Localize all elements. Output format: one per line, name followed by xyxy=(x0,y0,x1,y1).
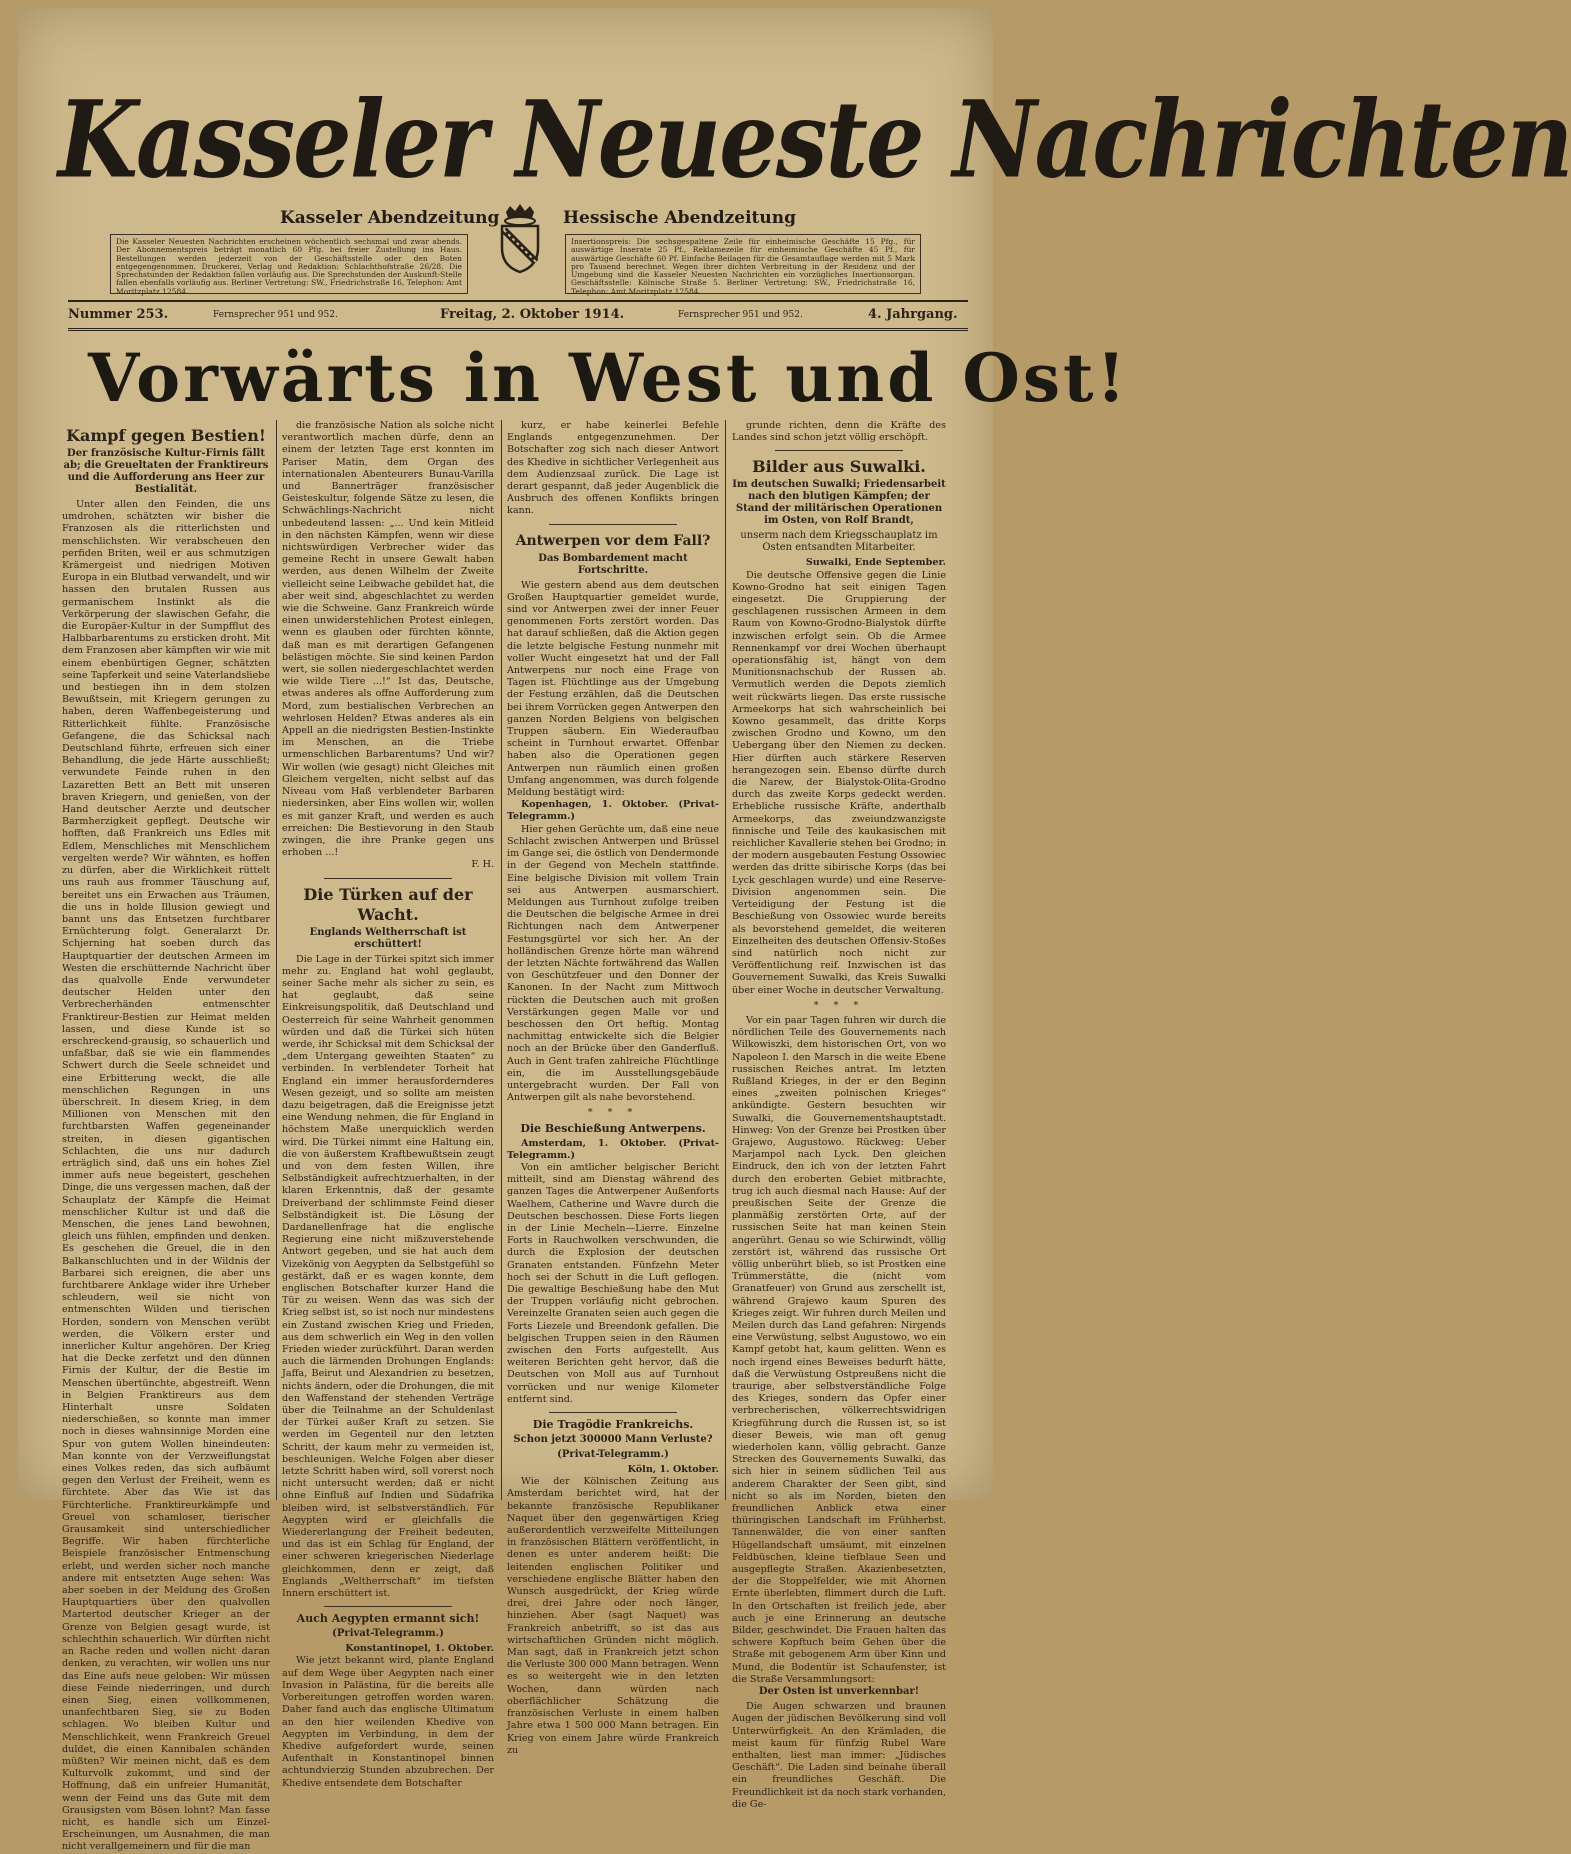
separator-stars: * * * xyxy=(587,1107,639,1119)
dateline-bar xyxy=(68,300,968,331)
article-subtitle: Schon jetzt 300000 Mann Verluste? xyxy=(513,1434,713,1446)
section-rule xyxy=(324,1606,451,1607)
dateline-location: Suwalki, Ende September. xyxy=(805,557,946,569)
article-body: Wie jetzt bekannt wird, plante England auf dem Wege über Aegypten nach einer Invasion in Palästina, für die bereits alle Vorbereitungen getroffen worden waren. Daher fand auch das englische Ultimatum an den hier weilenden Khedive von Aegypten im Verbindung, in dem der Khedive aufgefordert wurde, seinen Aufenthalt in Konstantinopel binnen achtundvierzig Stunden abzubrechen. Der Khedive entsendete dem Botschafter xyxy=(282,1655,494,1789)
dateline-location: Amsterdam, 1. Oktober. (Privat-Telegramm.) xyxy=(507,1137,719,1161)
masthead-subtitle-left: Kasseler Abendzeitung xyxy=(280,208,500,228)
column-3 xyxy=(507,420,719,1756)
issue-number: Nummer 253. xyxy=(68,307,169,322)
article-title: Antwerpen vor dem Fall? xyxy=(515,532,711,549)
dateline-location: Konstantinopel, 1. Oktober. xyxy=(345,1643,494,1655)
separator-stars: * * * xyxy=(813,999,865,1011)
article-subtitle: Das Bombardement macht Fortschritte. xyxy=(538,552,688,576)
article-body: die französische Nation als solche nicht verantwortlich machen dürfe, denn an einem der letzten Tage erst konnten im Pariser Matin, dem Organ des internationalen Abenteurers Bunau-Varilla und Bannerträger französischer Geisteskultur, folgende Sätze zu lesen, die Schwächlings-Nachricht nicht unbedeutend lassen: „... Und kein Mitleid in den nächsten Kämpfen, wenn wir diese nichtswürdigen Verbrecher wider das gemeine Recht in unsere Gewalt haben werden, aus denen Wilhelm der Zweite vielleicht seine Leibwache gebildet hat, die aber weit sind, abgeschlachtet zu werden wie die Schweine. Ganz Frankreich würde einen unwiderstehlichen Protest einlegen, wenn es glauben oder fürchten könnte, daß man es mit derartigen Gefangenen belästigen möchte. Sie sind keinen Pardon wert, sie sollen niedergeschlachtet werden wie wilde Tiere ...!“ Ist das, Deutsche, etwas anderes als offne Aufforderung zum Mord, zum bestialischen Verbrechen an wehrlosen Helden? Etwas anderes als ein Appell an die niedrigsten Bestien-Instinkte im Menschen, an die Triebe urmenschlichen Barbarentums? Und wir? Wir wollen (wie gesagt) nicht Gleiches mit Gleichem vergelten, nicht selbst auf das Niveau vom Haß verblendeter Barbaren niedersinken, aber Eins wollen wir, wollen es mit ganzer Kraft, und werden es auch erreichen: Die Bestievorung in den Staub zwingen, die ihre Pranke gegen uns erhoben ...! xyxy=(282,420,494,859)
article-title: Der Osten ist unverkennbar! xyxy=(758,1686,920,1698)
article-body: kurz, er habe keinerlei Befehle Englands entgegenzunehmen. Der Botschafter zog sich nach dieser Antwort des Khedive in sichtlicher Verlegenheit aus dem Audienzsaal zurück. Die Lage ist derart gespannt, daß jeder Augenblick die Ausbruch des offenen Konflikts bringen kann. xyxy=(507,420,719,517)
column-2 xyxy=(282,420,494,1789)
masthead-title: Kasseler Neueste Nachrichten xyxy=(58,77,1571,203)
column-divider xyxy=(501,420,502,1500)
article-title: Bilder aus Suwalki. xyxy=(752,457,926,477)
article-title: Die Türken auf der Wacht. xyxy=(303,884,473,924)
article-body: Die Augen schwarzen und braunen Augen der jüdischen Bevölkerung sind voll Unterwürfigkeit. An den Krämladen, die meist kaum für fünfzig Rubel Ware enthalten, liest man immer: „Jüdisches Geschäft“. Die Laden sind beinahe überall ein freundliches Geschäft. Die Freundlichkeit ist da noch stark vorhanden, die Ge- xyxy=(732,1701,946,1810)
article-title: Die Tragödie Frankreichs. xyxy=(532,1418,694,1432)
article-signature: F. H. xyxy=(471,859,494,871)
main-headline: Vorwärts in West und Ost! xyxy=(88,339,1129,417)
section-rule xyxy=(549,524,676,525)
article-title: Auch Aegypten ermannt sich! xyxy=(296,1612,480,1626)
volume-year: 4. Jahrgang. xyxy=(868,307,958,322)
phone-right: Fernsprecher 951 und 952. xyxy=(678,310,803,320)
article-title: Die Beschießung Antwerpens. xyxy=(520,1121,706,1135)
article-body: grunde richten, denn die Kräfte des Landes sind schon jetzt völlig erschöpft. xyxy=(732,420,946,444)
article-subtitle: (Privat-Telegramm.) xyxy=(332,1628,444,1640)
column-4 xyxy=(732,420,946,1810)
dateline-location: Kopenhagen, 1. Oktober. (Privat-Telegramm.) xyxy=(507,799,719,823)
article-body: Die deutsche Offensive gegen die Linie Kowno-Grodno hat seit einigen Tagen eingesetzt. Die Gruppierung der geschlagenen russischen Armeen in dem Raum von Kowno-Grodno-Bialystok dürfte inzwischen erfolgt sein. Ob die Armee Rennenkampf vor drei Wochen überhaupt operationsfähig ist, hängt von dem Munitionsnachschub der Russen ab. Vermutlich werden die Depots ziemlich weit rückwärts liegen. Das erste russische Armeekorps hat sich wahrscheinlich bei Kowno gesammelt, das dritte Korps zwischen Grodno und Kowno, um den Uebergang über den Niemen zu decken. Hier dürften auch stärkere Reserven herangezogen sein. Ebenso dürfte durch die Narew, der Bialystok-Olita-Grodno durch das zweite Korps gedeckt werden. Erhebliche russische Kräfte, anderthalb Armeekorps, das zweiundzwanzigste finnische und Teile des kaukasischen mit reichlicher Kavallerie stehen bei Grodno; in der modern ausgebauten Festung Ossowiec werden das dritte sibirische Korps (das bei Lyck geschlagen wurde) und eine Reserve-Division angenommen sein. Die Verteidigung der Festung ist die Beschießung von Ossowiec wurde bereits als bevorstehend gemeldet, die weiteren Einzelheiten des deutschen Offensiv-Stoßes sind natürlich noch nicht zur Veröffentlichung reif. Inzwischen ist das Gouvernement Suwalki, das Kreis Suwalki über einer Woche in deutscher Verwaltung. xyxy=(732,569,946,996)
article-subtitle: Im deutschen Suwalki; Friedensarbeit nach den blutigen Kämpfen; der Stand der militärischen Operationen im Osten, von Rolf Brandt, xyxy=(732,479,946,527)
subscription-info-box: Die Kasseler Neuesten Nachrichten erscheinen wöchentlich sechsmal und zwar abends. Der Abonnementspreis beträgt monatlich 60 Pfg. bei freier Zustellung ins Haus. Bestellungen werden jederzeit von der Geschäftsstelle oder den Boten entgegengenommen. Druckerei, Verlag und Redaktion: Schlachthofstraße 26/28. Die Sprechstunden der Redaktion fallen vorläufig aus. Die Sprechstunden der Auskunft-Stelle fallen ebenfalls vorläufig aus. Berliner Vertretung: SW., Friedrichstraße 16, Telephon: Amt Moritzplatz 12584. xyxy=(110,234,468,294)
article-body: Unter allen den Feinden, die uns umdrohen, schätzten wir bisher die Franzosen als die ritterlichsten und menschlichsten. Wir verabscheuen den perfiden Briten, weil er aus schmutzigen Krämergeist und niedrigen Motiven Europa in ein Blutbad verwandelt, und wir hassen den brutalen Russen aus germanischem Instinkt als die Verkörperung der slawischen Gefahr, die die Europäer-Kultur in der Sumpfflut des Halbbarbarentums zu ersticken droht. Mit dem Franzosen aber kämpften wir wie mit einem ebenbürtigen Gegner, schätzten seine Tapferkeit und seine Vaterlandsliebe und bestiegen ihn in dem stolzen Bewußtsein, mit Kriegern gerungen zu haben, deren Waffenbegeisterung und Ritterlichkeit fühlte. Französische Gefangene, die das Schicksal nach Deutschland führte, erfreuen sich einer Behandlung, die jede Härte ausschließt; verwundete Feinde ruhen in den Lazaretten Bett an Bett mit unseren braven Kriegern, und genießen, von der Hand deutscher Aerzte und deutscher Barmherzigkeit gepflegt. Deutsche wir hofften, daß Frankreich uns Edles mit Edlem, Menschliches mit Menschlichem vergelten werde? Wir wähnten, es hoffen zu dürfen, aber die Wirklichkeit rüttelt uns rauh aus frommer Täuschung auf, bereitet uns ein Erwachen aus Träumen, die uns in holde Illusion gewiegt und bannt uns das Entsetzen furchtbarer Ernüchterung folgt. Generalarzt Dr. Schjerning hat soeben durch das Hauptquartier der deutschen Armeen im Westen die erschütternde Nachricht über das qualvolle Ende verwundeter deutscher Helden unter den Verbrecherhänden entmenschter Franktireur-Bestien zur Heimat melden lassen, und diese Kunde ist so erschreckend-grausig, so schauerlich und unfaßbar, daß sie wie ein flammendes Schwert durch die Seele schneidet und eine Erbitterung weckt, die alle menschlichen Regungen in uns überschreit. In diesem Krieg, in dem Millionen von Menschen mit den furchtbarsten Waffen gegeneinander streiten, in diesen gigantischen Schlachten, die uns nur dadurch erträglich sind, daß uns ein hohes Ziel immer aufs neue begeistert, geschehen Dinge, die uns vergessen machen, daß der Schauplatz der Kämpfe die Heimat menschlicher Kultur ist und daß die Menschen, die jenes Land bewohnen, gleich uns fühlen, empfinden und denken. Es geschehen die Greuel, die in den Balkanschluchten und in der Wildnis der Barbarei sich ereignen, die aber uns furchtbarere Anklage wider ihre Urheber schleudern, weil sie nicht von entmenschten Wilden und tierischen Horden, sondern von Menschen verübt werden, die Völkern erster und innerlicher Kultur angehören. Der Krieg hat die Decke zerfetzt und den dünnen Firnis der Kultur, der die Bestie im Menschen übertünchte, abgestreift. Wenn in Belgien Franktireurs aus dem Hinterhalt unsre Soldaten niederschießen, so konnte man immer noch in dieses wahnsinnige Morden eine Spur von gutem Wollen hineindeuten: Man konnte von der Verzweiflungstat eines Volkes reden, das sich aufbäumt gegen den Verlust der Freiheit, wenn es fürchtete. Aber das Wie ist das Fürchterliche. Franktireurkämpfe und Greuel von schamloser, tierischer Grausamkeit sind unterschiedlicher Begriffe. Wir haben fürchterliche Beispiele französischer Entmenschung erlebt, und werden sicher noch manche andere mit entsetzten Auge sehen: Was aber soeben in der Meldung des Großen Hauptquartiers über den qualvollen Martertod deutscher Krieger an der Grenze von Belgien gesagt wurde, ist schlechthin schauerlich. Wir dürften nicht an Rache reden und wollen nicht daran denken, zu verachten, wir wollen uns nur das Eine aufs neue geloben: Wir müssen diese Feinde niederringen, und durch einen Sieg, einen vollkommenen, unanfechtbaren Sieg, sie zu Boden schlagen. Wo bleiben Kultur und Menschlichkeit, wenn Frankreich Greuel duldet, die einen Kannibalen schänden müßten? Wir meinen nicht, daß es dem Kulturvolk zukommt, und sind der Hoffnung, daß ein unfreier Humanität, wenn der Feind uns das Gute mit dem Grausigsten vom Bösen lohnt? Man fasse nicht, es handle sich um Einzel-Erscheinungen, um Ausnahmen, die man nicht verallgemeinern und für die man xyxy=(62,499,270,1853)
article-body: Von ein amtlicher belgischer Bericht mitteilt, sind am Dienstag während des ganzen Tages die Antwerpener Außenforts Waelhem, Catherine und Wavre durch die Deutschen beschossen. Diese Forts liegen in der Linie Mecheln—Lierre. Einzelne Forts in Rauchwolken verschwunden, die durch die Explosion der deutschen Granaten entstanden. Fünfzehn Meter hoch sei der Schutt in die Luft geflogen. Die gewaltige Beschießung habe den Mut der Truppen vorläufig nicht gebrochen. Vereinzelte Granaten seien auch gegen die Forts Liezele und Breendonk gefallen. Die belgischen Truppen seien in den Räumen zwischen den Forts aufgestellt. Aus weiteren Berichten geht hervor, daß die Deutschen von Moll aus auf Turnhout vorrücken und nur wenige Kilometer entfernt sind. xyxy=(507,1161,719,1405)
coat-of-arms-icon xyxy=(496,204,544,274)
article-body: Hier gehen Gerüchte um, daß eine neue Schlacht zwischen Antwerpen und Brüssel im Gange sei, die östlich von Dendermonde in der Gegend von Mecheln stattfinde. Eine belgische Division mit vollem Train sei aus Antwerpen ausmarschiert. Meldungen aus Turnhout zufolge treiben die Deutschen die belgische Armee in drei Richtungen nach dem Antwerpener Festungsgürtel vor sich her. An der holländischen Grenze hörte man während der letzten Nächte fortwährend das Wallen von Geschützfeuer und den Donner der Kanonen. In der Nacht zum Mittwoch rückten die Deutschen auch mit großen Verstärkungen gegen Malle vor und beschossen den Ort heftig. Montag nachmittag entwickelte sich die Belgier noch an der Brücke über den Ganderfluß. Auch in Gent trafen zahlreiche Flüchtlinge ein, die im Ausstellungsgebäude untergebracht wurden. Der Fall von Antwerpen gilt als nahe bevorstehend. xyxy=(507,823,719,1104)
article-body: Vor ein paar Tagen fuhren wir durch die nördlichen Teile des Gouvernements nach Wilkowiszki, dem historischen Ort, von wo Napoleon I. den Marsch in die weite Ebene russischen Reiches antrat. Im letzten Rußland Krieges, in der er den Beginn eines „zweiten polnischen Krieges“ ankündigte. Gestern besuchten wir Suwalki, die Gouvernementshauptstadt. Hinweg: Von der Grenze bei Prostken über Grajewo, Augustowo. Rückweg: Ueber Marjampol nach Lyck. Den gleichen Eindruck, den ich von der letzten Fahrt durch den eroberten Gebiet mitbrachte, trug ich auch diesmal nach Hause: Auf der preußischen Seite der Grenze die planmäßig zerstörten Orte, auf der russischen Seite hat man keinen Stein angerührt. Genau so wie Schirwindt, völlig zerstört ist, während das russische Ort völlig unberührt blieb, so ist Prostken eine Trümmerstätte, die (nicht vom Granatfeuer) von Grund aus zerschellt ist, während Grajewo kaum Spuren des Krieges zeigt. Wir fuhren durch Meilen und Meilen durch das Land gefahren: Nirgends eine Verwüstung, selbst Augustowo, wo ein Kampf getobt hat, kaum gelitten. Wenn es noch irgend eines Beweises bedurft hätte, daß die Verwüstung Ostpreußens nicht die traurige, aber selbstverständliche Folge des Krieges, sondern das Opfer einer verbrecherischen, völkerrechtswidrigen Kriegführung durch die Russen ist, so ist dieser Beweis, wie man oft genug wiederholen kann, völlig gebracht. Ganze Strecken des Gouvernements Suwalki, das sich hier in seinem südlichen Teil aus anderem Charakter der Seen gibt, sind nicht so als im Norden, bieten den freundlichen Anblick etwa einer thüringischen Landschaft im Frühherbst. Tannenwälder, die von einer sanften Hügellandschaft umsäumt, mit einzelnen Feldbüschen, kleine tiefblaue Seen und ausgepflegte Straßen. Akazienbesetzten, der die Stoppelfelder, wie mit Ahornen Ernte überlebten, flimmert durch die Luft. In den Ortschaften ist freilich jede, aber auch je eine Erinnerung an deutsche Bilder, geschwindet. Die Frauen halten das schwere Kopftuch beim Gehen über die Straße mit gebogenem Arm über Kinn und Mund, die Bodentür ist Schaufenster, ist die Straße Versammlungsort: xyxy=(732,1014,946,1685)
masthead-subtitle-right: Hessische Abendzeitung xyxy=(563,208,797,228)
article-subtitle: unserm nach dem Kriegsschauplatz im Osten entsandten Mitarbeiter. xyxy=(740,530,938,554)
column-divider xyxy=(276,420,277,1500)
newspaper-page xyxy=(18,8,1571,1853)
phone-left: Fernsprecher 951 und 952. xyxy=(213,310,338,320)
article-body: Wie der Kölnischen Zeitung aus Amsterdam berichtet wird, hat der bekannte französische Republikaner Naquet über den gegenwärtigen Krieg außerordentlich verzweifelte Mitteilungen in französischen Blättern veröffentlicht, in denen es unter anderem heißt: Die leitenden englischen Politiker und verschiedene englische Blätter haben den Wunsch ausgedrückt, der Krieg würde drei, drei Jahre oder noch länger, hinziehen. Aber (sagt Naquet) was Frankreich anbetrifft, so ist das aus wirtschaftlichen Gründen nicht möglich. Man sagt, daß in Frankreich jetzt schon die Verluste 300 000 Mann betragen. Wenn es so weitergeht wie in den letzten Wochen, dann würden nach oberflächlicher Schätzung die französischen Verluste in einem halben Jahre etwa 1 500 000 Mann betragen. Ein Krieg von einem Jahre würde Frankreich zu xyxy=(507,1476,719,1756)
issue-date: Freitag, 2. Oktober 1914. xyxy=(440,307,625,322)
section-rule xyxy=(324,878,451,879)
article-subtitle: Der französische Kultur-Firnis fällt ab; die Greueltaten der Franktireurs und die Aufforderung ans Heer zur Bestialität. xyxy=(63,448,269,495)
article-subtitle: Englands Weltherrschaft ist erschüttert! xyxy=(309,926,467,950)
section-rule xyxy=(549,1412,676,1413)
article-body: Die Lage in der Türkei spitzt sich immer mehr zu. England hat wohl geglaubt, seiner Sache mehr als sicher zu sein, es hat geglaubt, daß seine Einkreisungspolitik, daß Deutschland und Oesterreich für seine Wahrheit genommen würden und daß die Türkei sich hüten werde, ihr Schicksal mit dem Schicksal der „dem Untergang geweihten Staaten“ zu verbinden. In verblendeter Torheit hat England ein immer herausfordernderes Wesen gezeigt, und so sollte am meisten dazu beigetragen, daß die Ereignisse jetzt eine Wendung nehmen, die für England in höchstem Maße unerquicklich werden wird. Die Türkei nimmt eine Haltung ein, die von äußerstem Kraftbewußtsein zeugt und von dem festen Willen, ihre Selbständigkeit aufrechtzuerhalten, in der klaren Erkenntnis, daß der gesamte Dreiverband der schlimmste Feind dieser Selbständigkeit ist. Die Lösung der Dardanellenfrage hat die englische Regierung eine nicht mißzuverstehende Antwort gegeben, und sie hat auch dem Vizekönig von Aegypten da Selbstgefühl so gestärkt, daß er es wagen konnte, dem englischen Botschafter kurzer Hand die Tür zu weisen. Wenn das was sich der Krieg selbst ist, so ist noch nur mindestens ein Zustand zwischen Krieg und Frieden, aus dem schwerlich ein Weg in den vollen Frieden wieder zurückführt. Daran werden auch die lärmenden Drohungen Englands: Jaffa, Beirut und Alexandrien zu besetzen, nichts ändern, oder die Drohungen, die mit den Waffenstand der stehenden Verträge über die Teilnahme an der Schuldenlast der Türkei außer Kraft zu setzen. Sie werden im Gegenteil nur den letzten Schritt, der kaum mehr zu vermeiden ist, beschleunigen. Welche Folgen aber dieser letzte Schritt haben wird, soll vorerst noch nicht untersucht werden; daß er nicht ohne Einfluß auf Indien und Südafrika bleiben wird, ist selbstverständlich. Für Aegypten wird er gleichfalls die Wiedererlangung der Freiheit bedeuten, und das ist ein Schlag für England, der einer schweren kriegerischen Niederlage gleichkommen, denn er zeigt, daß Englands „Weltherrschaft“ im tiefsten Innern erschüttert ist. xyxy=(282,953,494,1600)
advertising-info-box: Insertionspreis: Die sechsgespaltene Zeile für einheimische Geschäfte 15 Pfg., für auswärtige Inserate 25 Pf., Reklamezeile für einheimische Geschäfte 45 Pf., für auswärtige Geschäfte 60 Pf. Einfache Beilagen für die Gesamtauflage werden mit 5 Mark pro Tausend berechnet. Wegen ihrer dichten Verbreitung in der Residenz und der Umgebung sind die Kasseler Neuesten Nachrichten ein vorzügliches Insertionsorgan. Geschäftsstelle: Kölnische Straße 5. Berliner Vertretung: SW., Friedrichstraße 16, Telephon: Amt Moritzplatz 12584. xyxy=(565,234,921,294)
column-1 xyxy=(62,420,270,1853)
article-subtitle: (Privat-Telegramm.) xyxy=(557,1449,669,1461)
article-body: Wie gestern abend aus dem deutschen Großen Hauptquartier gemeldet wurde, sind vor Antwerpen zwei der inner Feuer genommenen Forts zerstört worden. Das hat darauf schließen, daß die Aktion gegen die letzte belgische Festung nunmehr mit voller Wucht eingesetzt hat und der Fall Antwerpens nur noch eine Frage von Tagen ist. Flüchtlinge aus der Umgebung der Festung erzählen, daß die Deutschen bei ihrem Vorrücken gegen Antwerpen den ganzen Norden Belgiens von belgischen Truppen säubern. Ein Wiederaufbau scheint in Turnhout erwartet. Offenbar haben also die Operationen gegen Antwerpen nun räumlich einen großen Umfang angenommen, was durch folgende Meldung bestätigt wird: xyxy=(507,579,719,799)
dateline-location: Köln, 1. Oktober. xyxy=(627,1464,719,1476)
section-rule xyxy=(775,450,903,451)
article-title: Kampf gegen Bestien! xyxy=(66,426,266,445)
column-divider xyxy=(725,420,726,1500)
